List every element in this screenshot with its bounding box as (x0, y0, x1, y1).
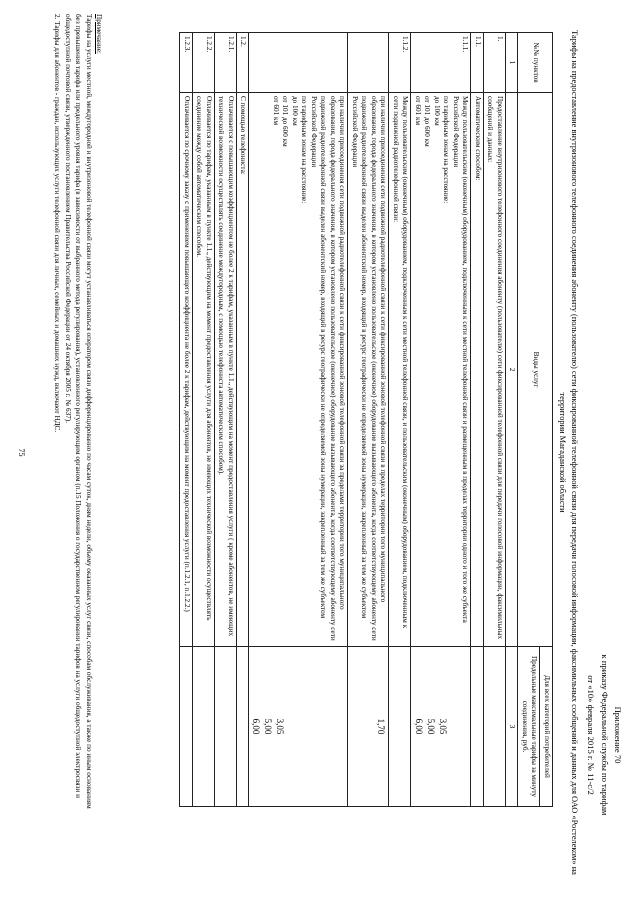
table-row (236, 33, 249, 807)
table-row (484, 33, 506, 807)
row-service-text: при наличии присоединения сети подвижной радиотелефонной связи к сети фиксированной зоновой телефонной связи за пределами территории того муниципального образования, города федерального значения, в котором установлено пользовательское (оконечное) оборудование вызывающего абонента, когда соответствующему абоненту сети подвижной радиотелефонной связи выделен абонентский номер, входящий в ресурс географически не определяемой зоны нумерации, закрепленный за тем же субъектом Российской Федерации по тарифным зонам на расстояние: до 100 км от 101 до 600 км от 601 км (249, 93, 348, 647)
table-row (214, 33, 236, 807)
row-item-number: 1.2.3. (180, 33, 193, 93)
index-cell: 3 (506, 647, 519, 807)
table-row (192, 33, 214, 807)
row-tariff-values (180, 647, 193, 807)
tariff-value: 3,05 (437, 718, 448, 735)
tariff-value: 6,00 (413, 718, 424, 735)
row-item-number: 1.1.1. (411, 33, 471, 93)
document-title: Тарифы на предоставление внутризонового телефонного соединения абоненту (пользователю) сети фиксированной телефонной связи для передачи голосовой информации, факсимильных сообщений и данных для ОАО «Ростелеком» на территории Магаданской области (558, 30, 579, 875)
row-item-number: 1. (484, 33, 506, 93)
row-service-text: Оплачивается с повышающим коэффициентом не более 2 к тарифам, указанным в пункте 1.1., действующим на момент предоставления услуги ( кроме абонентов, не имеющих технической возможности осуществлять соединение междугородным, с помощью телефониста автоматическим способом). (214, 93, 236, 647)
row-tariff-values (389, 647, 411, 807)
index-cell: 2 (506, 93, 519, 647)
tariff-value (307, 650, 317, 803)
notes-heading: Примечание: (95, 14, 103, 54)
appendix-header (584, 605, 624, 865)
row-item-number: 1.2. (236, 33, 249, 93)
table-index-row (506, 33, 519, 807)
table-row (180, 33, 193, 807)
table-row (471, 33, 484, 807)
row-tariff-values (348, 647, 389, 807)
row-service-text: Между пользовательским (оконечным) оборудованием, подключенным к сети местной телефонной связи, и пользовательским (оконечным) оборудованием, подключенным к сети подвижной радиотелефонной связи: (389, 93, 411, 647)
row-service-text: при наличии присоединения сети подвижной радиотелефонной связи к сети фиксированной зоновой телефонной связи в пределах территории того муниципального образования, города федерального значения, в котором установлено пользовательское (оконечное) оборудование вызывающего абонента, когда соответствующему абоненту сети подвижной радиотелефонной связи выделен абонентский номер, входящий в ресурс географически не определяемой зоны нумерации, закрепленный за тем же субъектом Российской Федерации (348, 93, 389, 647)
tariff-value (317, 650, 327, 803)
row-item-number: 1.2.1. (214, 33, 236, 93)
tariff-value (327, 650, 337, 803)
row-item-number (249, 33, 348, 93)
note-1: Тарифы на услуги местной, междугородной и внутризоновой телефонной связи могут устанавливаться оператором связи дифференцированно по часам суток, дням недели, объему оказанных услуг связи, способам обслуживания, а также по иным основаниям без превышения тарифа или предельного уровня тарифа (в зависимости от выбранного метода регулирования), установленного регулирующим органом (п.15 Положения о государственном регулировании тарифов на услуги общедоступной электросвязи и общедоступной почтовой связи, утвержденного постановлением Правительства Российской Федерации от 24 октября 2005 г. № 637). (63, 14, 93, 809)
row-tariff-values (411, 647, 471, 807)
table-row (249, 33, 348, 807)
tariff-value (449, 650, 459, 803)
row-tariff-values (236, 647, 249, 807)
header-service-type: Виды услуг (518, 93, 553, 647)
row-item-number (348, 33, 389, 93)
row-item-number: 1.1.2. (389, 33, 411, 93)
index-cell: 1 (506, 33, 519, 93)
notes-section (52, 14, 104, 814)
row-tariff-values (471, 647, 484, 807)
row-service-text: С помощью телефониста: (236, 93, 249, 647)
tariff-value: 5,00 (263, 718, 274, 735)
row-tariff-values (214, 647, 236, 807)
tariff-value: 1,70 (376, 718, 387, 735)
row-service-text: Между пользовательским (оконечным) оборудованием, подключенным к сети местной телефонной связи и размещенным в пределах территории одного и того же субъекта Российской Федерации по тарифным зонам на расстояние: до 100 км от 101 до 600 км от 601 км (411, 93, 471, 647)
tariff-value (459, 650, 469, 803)
order-date: от «10» февраля 2015 г. № 11-с/2 (586, 675, 597, 795)
row-tariff-values (192, 647, 214, 807)
header-max-tariff: Предельные максимальные тарифы за минуту соединения, руб. (518, 647, 540, 807)
tariff-value: 5,00 (425, 718, 436, 735)
table-row (389, 33, 411, 807)
tariff-table (179, 32, 553, 807)
row-tariff-values (484, 647, 506, 807)
row-service-text: Автоматическим способом: (471, 93, 484, 647)
row-service-text: Оплачивается по срочному заказу с применением повышающего коэффициента не более 2 к тарифам, действующим на момент предоставления услуги (п.1.2.1, п.1.2.2.) (180, 93, 193, 647)
row-item-number: 1.2.2. (192, 33, 214, 93)
row-service-text: Предоставление внутризонового телефонного соединения абоненту (пользователю) сети фиксированной телефонной связи для передачи голосовой информации, факсимильных сообщений и данных: (484, 93, 506, 647)
tariff-value (337, 650, 347, 803)
table-row (348, 33, 389, 807)
tariff-value: 3,05 (275, 718, 286, 735)
page-number: 75 (17, 448, 26, 457)
note-2: 2. Тарифы для абонентов - граждан, использующих услуги телефонной связи для личных, семейных и домашних нужд, включают НДС. (53, 14, 62, 433)
appendix-label: Приложение 70 (613, 706, 623, 764)
row-service-text: Оплачивается по тарифам, указанным в пункте 1.1., действующим на момент предоставления услуги для абонентов, не имеющих технической возможности осуществлять соединение между собой автоматическим способом. (192, 93, 214, 647)
header-consumer-category: Для всех категорий потребителей (540, 647, 553, 807)
table-header-row (540, 33, 553, 807)
row-item-number: 1.1. (471, 33, 484, 93)
tariff-value (287, 650, 297, 803)
order-reference: к приказу Федеральной службы по тарифам (599, 654, 610, 816)
table-row (411, 33, 471, 807)
tariff-value (297, 650, 307, 803)
header-item-number: №№ пунктов (518, 33, 553, 93)
row-tariff-values (249, 647, 348, 807)
tariff-value: 6,00 (251, 718, 262, 735)
